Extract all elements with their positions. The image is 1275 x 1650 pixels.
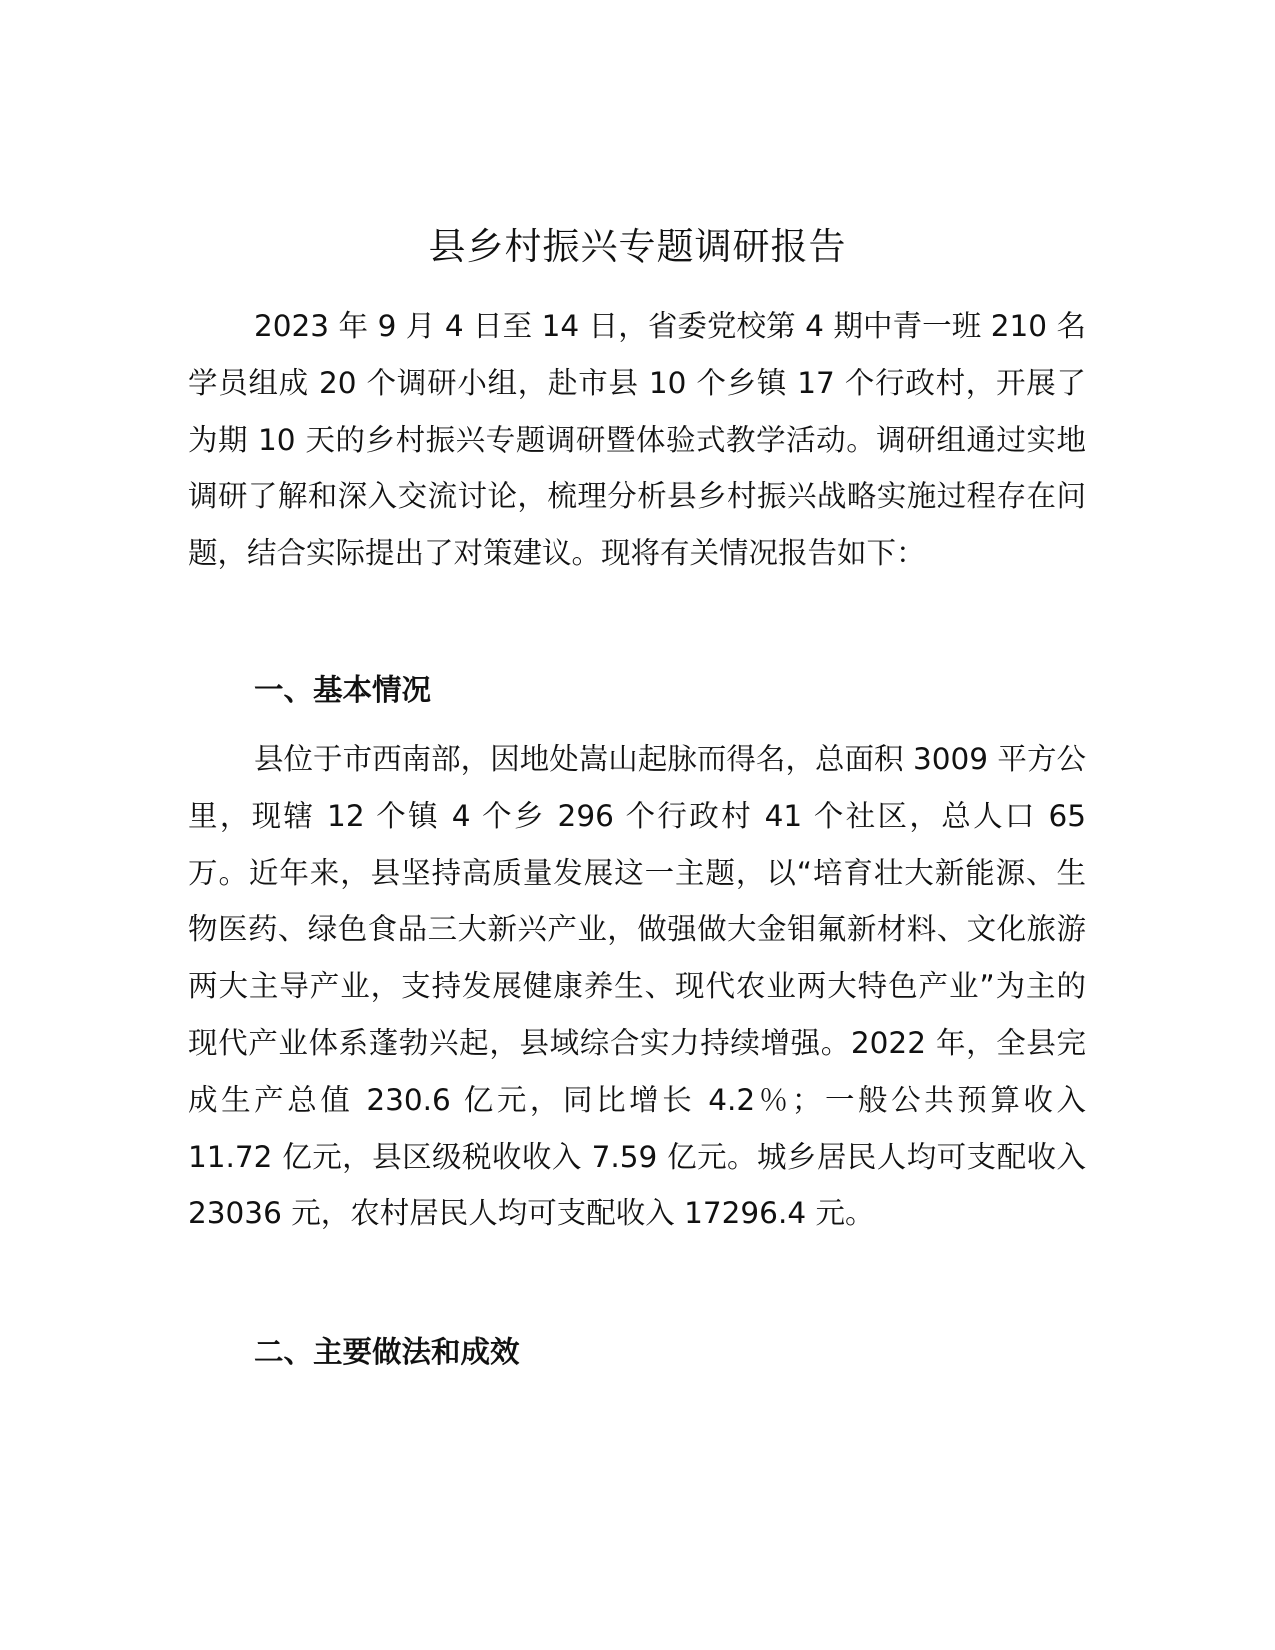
section-heading-practices-results: 二、主要做法和成效 [254, 1335, 520, 1369]
document-title: 县乡村振兴专题调研报告 [428, 225, 847, 268]
intro-paragraph: 2023 年 9 月 4 日至 14 日，省委党校第 4 期中青一班 210 名学员组成 20 个调研小组，赴市县 10 个乡镇 17 个行政村，开展了为期 10 天的乡村振兴专题调研暨体验式教学活动。调研组通过实地调研了解和深入交流讨论，梳理分析县乡村振兴战略实施过程存在问题，结合实际提出了对策建议。现将有关情况报告如下： [188, 309, 1087, 571]
basic-situation-paragraph: 县位于市西南部，因地处嵩山起脉而得名，总面积 3009 平方公里，现辖 12 个镇 4 个乡 296 个行政村 41 个社区，总人口 65 万。近年来，县坚持高质量发展这一主题，以“培育壮大新能源、生物医药、绿色食品三大新兴产业，做强做大金钼氟新材料、文化旅游两大主导产业，支持发展健康养生、现代农业两大特色产业”为主的现代产业体系蓬勃兴起，县域综合实力持续增强。2022 年，全县完成生产总值 230.6 亿元，同比增长 4.2％；一般公共预算收入 11.72 亿元，县区级税收收入 7.59 亿元。城乡居民人均可支配收入 23036 元，农村居民人均可支配收入 17296.4 元。 [188, 742, 1086, 1231]
section-heading-basic-situation: 一、基本情况 [254, 673, 432, 707]
